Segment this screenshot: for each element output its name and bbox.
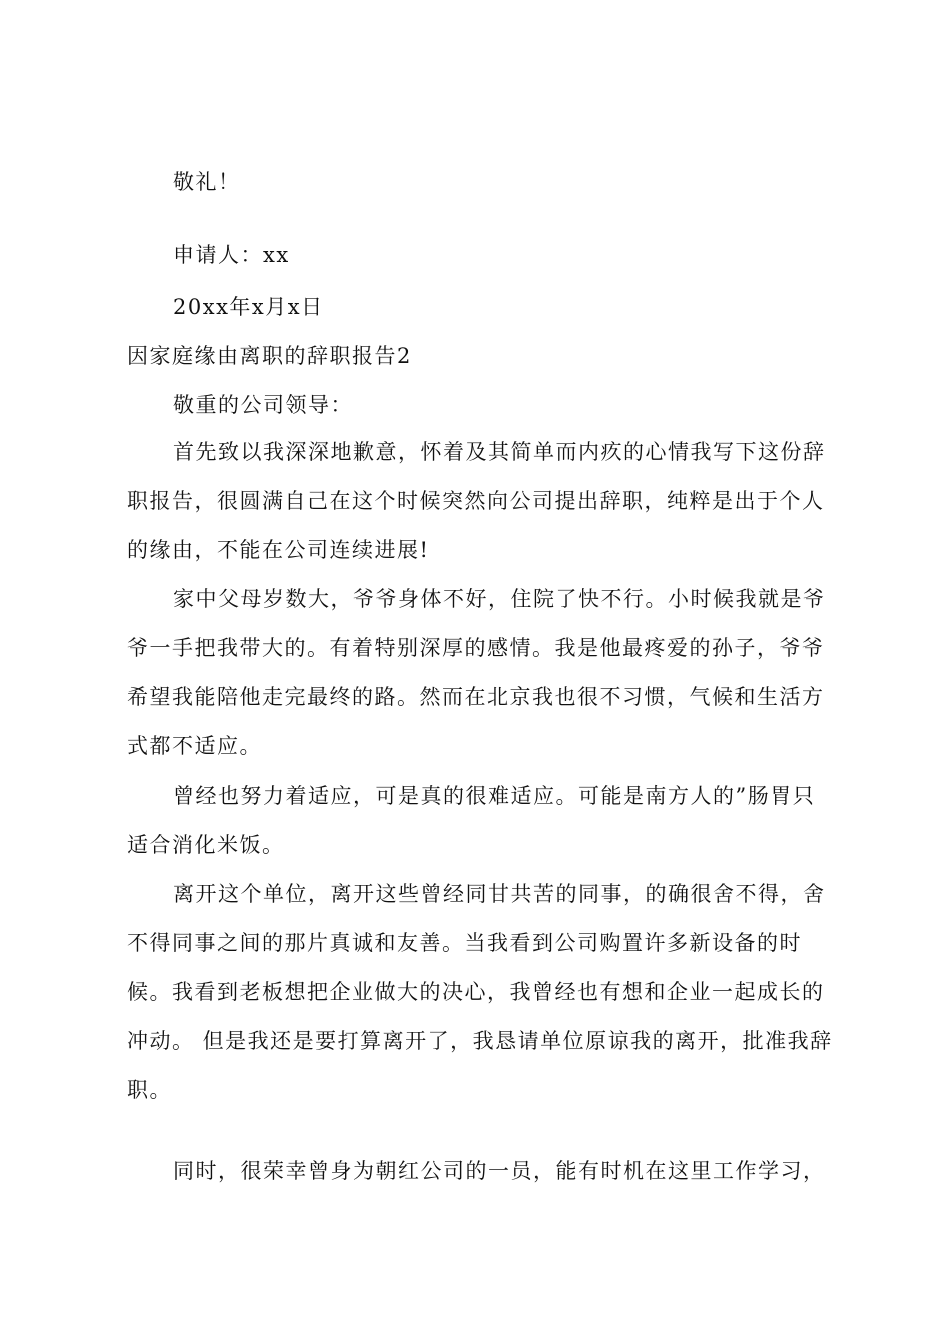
date-line: 20xx年x月x日 bbox=[173, 295, 324, 319]
section-title: 因家庭缘由离职的辞职报告2 bbox=[127, 344, 412, 368]
paragraph-apology: 首先致以我深深地歉意，怀着及其简单而内疚的心情我写下这份辞职报告，很圆满自己在这个时候突然向公司提出辞职，纯粹是出于个人的缘由，不能在公司连续进展! bbox=[127, 440, 826, 562]
paragraph-adaptation: 曾经也努力着适应，可是真的很难适应。可能是南方人的”肠胃只适合消化米饭。 bbox=[127, 784, 816, 857]
paragraph-family: 家中父母岁数大，爷爷身体不好，住院了快不行。小时候我就是爷爷一手把我带大的。有着特别深厚的感情。我是他最疼爱的孙子，爷爷希望我能陪他走完最终的路。然而在北京我也很不习惯，气候和生活方式都不适应。 bbox=[127, 587, 826, 758]
paragraph-gratitude: 同时，很荣幸曾身为朝红公司的一员，能有时机在这里工作学习， bbox=[173, 1159, 826, 1183]
closing-line: 敬礼！ bbox=[173, 170, 241, 194]
paragraph-colleagues: 离开这个单位，离开这些曾经同甘共苦的同事，的确很舍不得，舍不得同事之间的那片真诚和友善。当我看到公司购置许多新设备的时候。我看到老板想把企业做大的决心，我曾经也有想和企业一起成长的冲动。 但是我还是要打算离开了，我恳请单位原谅我的离开，批准我辞职。 bbox=[127, 882, 833, 1102]
applicant-line: 申请人：xx bbox=[173, 243, 290, 267]
salutation-line: 敬重的公司领导： bbox=[173, 393, 353, 417]
